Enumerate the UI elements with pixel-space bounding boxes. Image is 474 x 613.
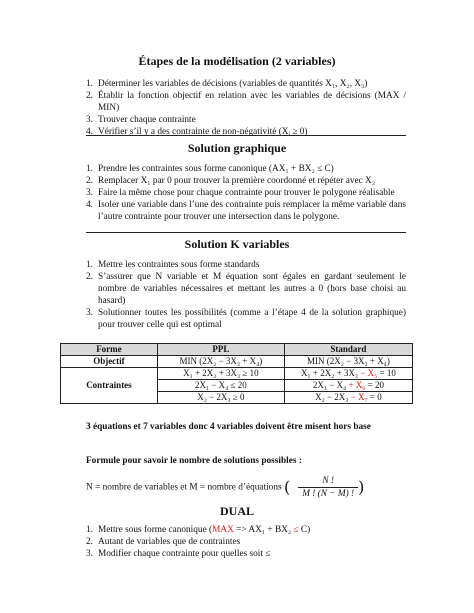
list-item	[86, 536, 406, 548]
section-title-graphique: Solution graphique	[187, 141, 287, 155]
paren-open: (	[283, 477, 291, 497]
slack-variable: − X₇	[350, 392, 368, 402]
section-title-dual: DUAL	[219, 504, 254, 518]
constraint-text: 2X₁ − X₄	[312, 380, 349, 390]
item-text: Remplacer X₁ par 0 pour trouver la première coordonné et répéter avec X₂	[98, 176, 375, 186]
item-text: => AX₁ + BX₂	[233, 525, 294, 535]
le-symbol: ≤	[293, 525, 299, 535]
item-text: Modifier chaque contrainte pour quelles soit ≤	[98, 549, 271, 559]
list-item	[86, 199, 406, 223]
constraint-text: X₂ − 2X₃	[315, 392, 351, 402]
constraint-text: = 10	[377, 368, 396, 378]
item-text: Établir la fonction objectif en relation avec les variables de décisions (MAX / MIN)	[98, 91, 406, 113]
combination-fraction	[298, 475, 358, 500]
item-text: C)	[298, 525, 311, 535]
item-text: Mettre sous forme canonique (	[98, 525, 213, 535]
item-number: 2.	[86, 176, 93, 186]
objective-ppl: MIN (2X₂ − 3X₃ + X₄)	[157, 356, 284, 368]
note-hors-base: 3 équations et 7 variables donc 4 variables doivent être misent hors base	[86, 422, 371, 432]
item-number: 3.	[86, 549, 93, 559]
objective-standard: MIN (2X₂ − 3X₃ + X₄)	[284, 356, 412, 368]
list-item	[86, 548, 406, 560]
item-number: 1.	[86, 525, 93, 535]
item-text: Déterminer les variables de décisions (variables de quantités X₁, X₂, X₃)	[98, 79, 368, 89]
table-header-row	[61, 344, 413, 356]
item-number: 1.	[86, 79, 93, 89]
list-item	[86, 90, 406, 114]
constraint-3-ppl: X₂ − 2X₃ ≥ 0	[157, 392, 284, 404]
list-item	[86, 271, 406, 307]
item-text: Faire la même chose pour chaque contrainte pour trouver le polygone réalisable	[98, 188, 395, 198]
max-keyword: MAX	[212, 525, 234, 535]
item-text: Isoler une variable dans l’une des contrainte puis remplacer la même variable dans l’autre contrainte pour trouver une intersection dans le polygone.	[98, 200, 406, 222]
item-number: 2.	[86, 91, 93, 101]
row-label-objectif: Objectif	[61, 356, 158, 368]
fraction-numerator: N !	[298, 475, 358, 488]
divider	[86, 232, 406, 233]
list-item	[86, 307, 406, 331]
constraint-2-standard	[284, 380, 412, 392]
item-number: 2.	[86, 537, 93, 547]
slack-variable: − X₅	[360, 368, 378, 378]
item-number: 1.	[86, 260, 93, 270]
item-number: 2.	[86, 272, 93, 282]
formula-line	[86, 475, 426, 500]
constraint-text: = 20	[365, 380, 384, 390]
header-ppl: PPL	[157, 344, 284, 356]
constraint-text: X₁ + 2X₂ + 3X₃	[300, 368, 361, 378]
item-text: Autant de variables que de contraintes	[98, 537, 241, 547]
item-text: Solutionner toutes les possibilités (comme a l’étape 4 de la solution graphique) pour trouver celle qui est optimal	[98, 308, 406, 330]
list-modelisation	[86, 78, 406, 138]
item-number: 3.	[86, 308, 93, 318]
item-text: Vérifier s’il y a des contrainte de non-négativité (Xᵢ ≥ 0)	[98, 127, 308, 137]
header-forme: Forme	[61, 344, 158, 356]
item-number: 4.	[86, 200, 93, 210]
list-item	[86, 175, 406, 187]
section-title-k-variables: Solution K variables	[184, 237, 290, 251]
section-title-modelisation: Étapes de la modélisation (2 variables)	[138, 54, 336, 68]
item-number: 4.	[86, 127, 93, 137]
divider	[86, 135, 406, 136]
list-item	[86, 163, 406, 175]
item-text: S’assurer que N variable et M équation sont égales en gardant seulement le nombre de variables nécessaires et mettant les autres a 0 (hors base choisi au hasard)	[98, 272, 406, 306]
list-k-variables	[86, 259, 406, 331]
paren-close: )	[358, 477, 365, 497]
constraint-1-ppl: X₁ + 2X₂ + 3X₃ ≥ 10	[157, 368, 284, 380]
item-number: 1.	[86, 164, 93, 174]
item-number: 3.	[86, 188, 93, 198]
list-item	[86, 259, 406, 271]
header-standard: Standard	[284, 344, 412, 356]
list-item	[86, 114, 406, 126]
row-label-contraintes: Contraintes	[61, 368, 158, 404]
formula-title: Formule pour savoir le nombre de solutions possibles :	[86, 456, 302, 466]
list-dual	[86, 524, 406, 560]
slack-variable: + X₆	[348, 380, 366, 390]
list-item	[86, 524, 406, 536]
table-row-contrainte	[61, 368, 413, 380]
ppl-standard-table	[60, 343, 413, 404]
constraint-1-standard	[284, 368, 412, 380]
list-item	[86, 78, 406, 90]
list-item	[86, 126, 406, 138]
table-row-objectif	[61, 356, 413, 368]
constraint-text: = 0	[367, 392, 382, 402]
item-number: 3.	[86, 115, 93, 125]
constraint-2-ppl: 2X₁ − X₄ ≤ 20	[157, 380, 284, 392]
item-text: Mettre les contraintes sous forme standards	[98, 260, 260, 270]
list-graphique	[86, 163, 406, 223]
constraint-3-standard	[284, 392, 412, 404]
fraction-denominator: M ! (N − M) !	[302, 489, 355, 499]
item-text: Trouver chaque contrainte	[98, 115, 196, 125]
formula-text: N = nombre de variables et M = nombre d’équations	[86, 482, 282, 493]
list-item	[86, 187, 406, 199]
item-text: Prendre les contraintes sous forme canonique (AX₁ + BX₂ ≤ C)	[98, 164, 334, 174]
